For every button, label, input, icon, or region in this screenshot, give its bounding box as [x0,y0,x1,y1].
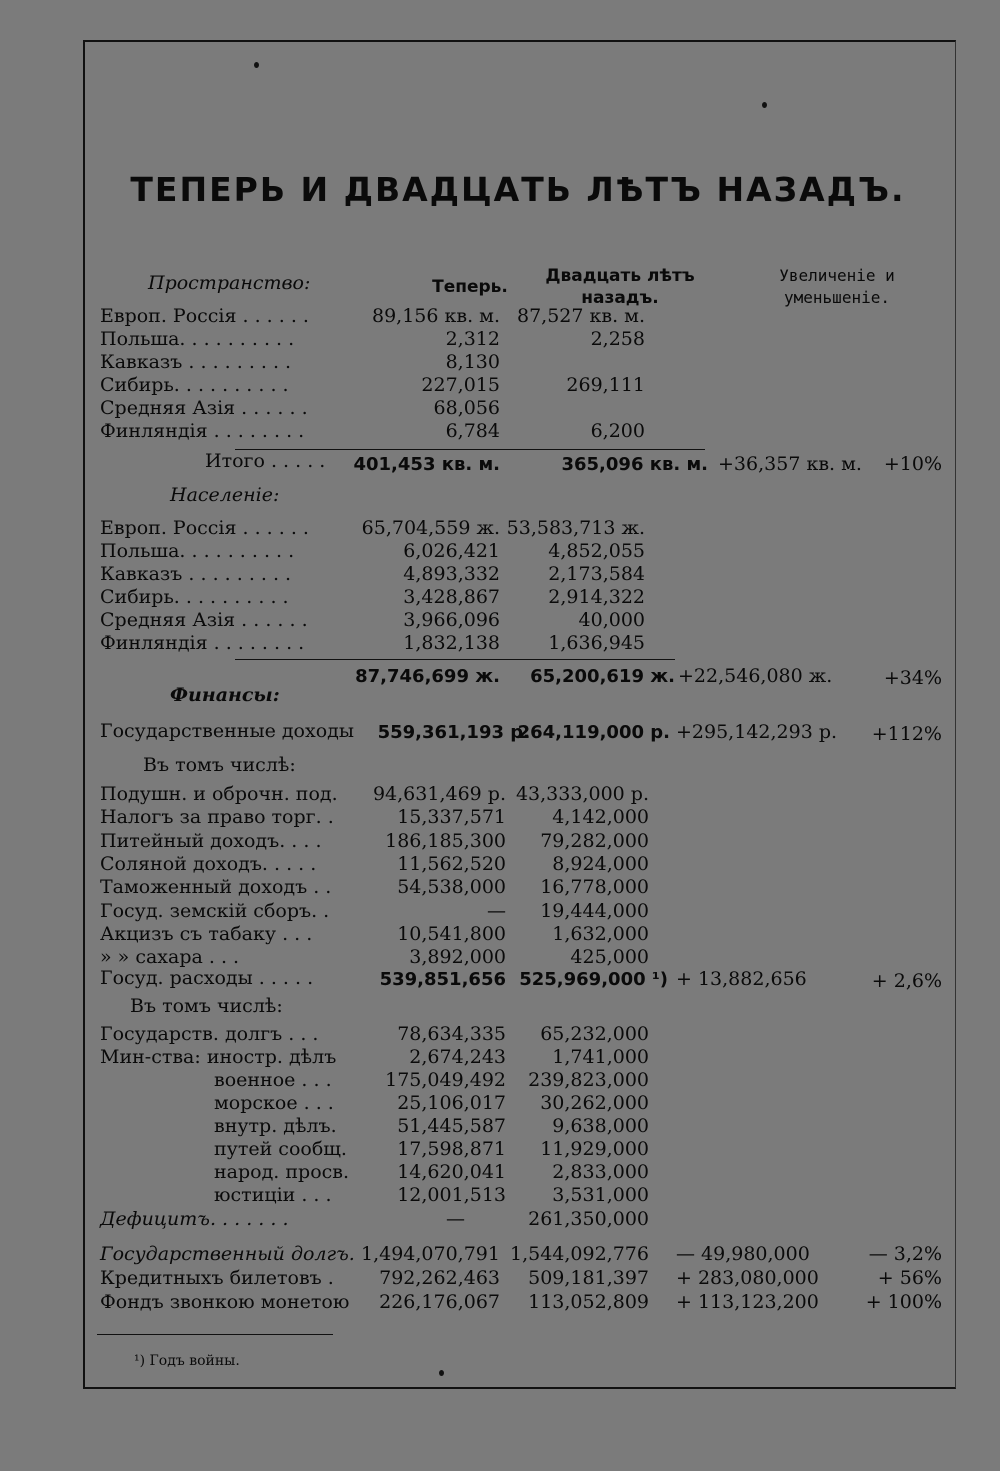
row-then: 65,232,000 [540,1023,649,1045]
debt-now: 1,494,070,791 [360,1243,500,1265]
expenses-diff: + 13,882,656 [676,968,807,990]
header-change: Увеличеніе и уменьшеніе. [779,266,895,307]
deficit-then: 261,350,000 [528,1208,649,1230]
row-label: путей сообщ. [214,1138,347,1160]
notes-pct: + 56% [877,1267,942,1289]
coin-now: 226,176,067 [379,1291,500,1313]
row-now: 15,337,571 [397,806,506,829]
row-now: 2,674,243 [409,1046,506,1068]
incl2-label: Въ томъ числѣ: [130,995,283,1017]
row-label: Сибирь. . . . . . . . . . [100,586,289,608]
row-now: 14,620,041 [397,1161,506,1183]
row-label: Госуд. земскій сборъ. . [100,899,330,922]
row-then: 4,852,055 [548,540,645,562]
expenses-then: 525,969,000 ¹) [519,969,668,990]
section-finance: Финансы: [170,684,280,706]
row-then: 3,531,000 [552,1184,649,1206]
deficit-label: Дефицитъ. . . . . . . [100,1208,289,1230]
pop-total-diff: +22,546,080 ж. [678,665,833,687]
row-now: 17,598,871 [397,1138,506,1160]
row-label: Кавказъ . . . . . . . . . [100,563,292,585]
row-label: Соляной доходъ. . . . . [100,852,317,875]
row-then: 30,262,000 [540,1092,649,1114]
row-then: 40,000 [578,609,645,631]
sum-line [235,659,675,660]
row-then: 19,444,000 [540,899,649,922]
section-territory: Пространство: [148,272,311,294]
row-then: 9,638,000 [552,1115,649,1137]
notes-label: Кредитныхъ билетовъ . [100,1267,334,1289]
row-label: народ. просв. [214,1161,350,1183]
speck [762,102,767,108]
row-label: Таможенный доходъ . . [100,876,332,899]
row-now: 51,445,587 [397,1115,506,1137]
speck [439,1370,444,1376]
pop-total-then: 65,200,619 ж. [530,666,675,687]
row-label: военное . . . [214,1069,332,1091]
row-label: Кавказъ . . . . . . . . . [100,351,292,373]
row-now: 1,832,138 [403,632,500,654]
row-then: 16,778,000 [540,876,649,899]
total-then: 365,096 кв. м. [561,454,708,475]
footnote-rule [97,1334,333,1335]
row-then: 2,833,000 [552,1161,649,1183]
expenses-now: 539,851,656 [379,969,506,990]
row-label: Польша. . . . . . . . . . [100,540,295,562]
row-now: 78,634,335 [397,1023,506,1045]
expenses-label: Госуд. расходы . . . . . [100,967,314,989]
row-then: 1,636,945 [548,632,645,654]
coin-label: Фондъ звонкою монетою [100,1291,350,1313]
row-label: Европ. Россія . . . . . . [100,305,309,327]
debt-label: Государственный долгъ. [100,1243,355,1265]
pop-total-pct: +34% [883,667,942,689]
debt-diff: — 49,980,000 [676,1243,810,1265]
notes-diff: + 283,080,000 [676,1267,819,1289]
speck [254,62,259,68]
row-label: Сибирь. . . . . . . . . . [100,374,289,396]
pop-total-now: 87,746,699 ж. [355,666,500,687]
row-then: 239,823,000 [528,1069,649,1091]
coin-pct: + 100% [865,1291,942,1313]
row-then: 2,914,322 [548,586,645,608]
row-then: 4,142,000 [552,806,649,829]
header-then: Двадцать лѣтъ назадъ. [545,266,695,308]
row-label: Налогъ за право торг. . [100,806,334,829]
expenses-pct: + 2,6% [871,970,942,992]
row-now: — [487,899,506,922]
row-now: 3,428,867 [403,586,500,608]
revenue-then: 264,119,000 р. [517,722,670,743]
row-then: 87,527 кв. м. [517,305,645,327]
coin-then: 113,052,809 [528,1291,649,1313]
incl-label: Въ томъ числѣ: [143,754,296,776]
header-now: Теперь. [432,277,508,297]
row-now: 3,966,096 [403,609,500,631]
row-now: 68,056 [433,397,500,419]
row-then: 1,741,000 [552,1046,649,1068]
row-label: внутр. дѣлъ. [214,1115,337,1137]
row-now: 6,784 [445,420,500,442]
footnote: ¹) Годъ войны. [134,1353,240,1369]
row-then: 6,200 [590,420,645,442]
row-now: 186,185,300 [385,829,506,852]
row-label: Европ. Россія . . . . . . [100,517,309,539]
row-label: Акцизъ съ табаку . . . [100,922,313,945]
row-label: морское . . . [214,1092,334,1114]
row-then: 2,258 [590,328,645,350]
row-label: Польша. . . . . . . . . . [100,328,295,350]
row-now: 89,156 кв. м. [372,305,500,327]
row-label: Финляндія . . . . . . . . [100,420,305,442]
row-then: 269,111 [566,374,645,396]
row-now: 65,704,559 ж. [361,517,500,539]
notes-then: 509,181,397 [528,1267,649,1289]
coin-diff: + 113,123,200 [676,1291,819,1313]
row-then: 43,333,000 р. [515,783,649,805]
notes-now: 792,262,463 [379,1267,500,1289]
row-label: Мин-ства: иностр. дѣлъ [100,1046,337,1068]
revenue-now: 559,361,193 р. [377,722,530,743]
row-now: 3,892,000 [409,946,506,969]
total-diff: +36,357 кв. м. [718,453,862,475]
row-now: 54,538,000 [397,876,506,899]
row-then: 425,000 [570,946,649,969]
row-label: Средняя Азія . . . . . . [100,609,308,631]
debt-pct: — 3,2% [868,1243,942,1265]
row-now: 8,130 [445,351,500,373]
total-pct: +10% [883,453,942,475]
deficit-now: — [446,1208,465,1230]
row-then: 11,929,000 [540,1138,649,1160]
row-label: Подушн. и оброчн. под. [100,783,338,805]
row-label: юстиціи . . . [214,1184,332,1206]
section-population: Населеніе: [170,484,280,506]
row-now: 2,312 [445,328,500,350]
row-now: 227,015 [421,374,500,396]
row-now: 10,541,800 [397,922,506,945]
row-then: 8,924,000 [552,852,649,875]
row-then: 2,173,584 [548,563,645,585]
row-label: Государств. долгъ . . . [100,1023,319,1045]
row-then: 53,583,713 ж. [506,517,645,539]
row-now: 25,106,017 [397,1092,506,1114]
row-now: 12,001,513 [397,1184,506,1206]
row-label: » » сахара . . . [100,946,240,969]
row-now: 4,893,332 [403,563,500,585]
row-then: 79,282,000 [540,829,649,852]
page-title: ТЕПЕРЬ И ДВАДЦАТЬ ЛѢТЪ НАЗАДЪ. [130,170,906,209]
row-label: Средняя Азія . . . . . . [100,397,308,419]
revenue-label: Государственные доходы [100,720,354,742]
row-now: 94,631,469 р. [372,783,506,805]
row-label: Финляндія . . . . . . . . [100,632,305,654]
row-then: 1,632,000 [552,922,649,945]
revenue-diff: +295,142,293 р. [676,721,838,743]
row-now: 11,562,520 [397,852,506,875]
row-label: Питейный доходъ. . . . [100,829,322,852]
revenue-pct: +112% [871,723,942,745]
row-now: 175,049,492 [385,1069,506,1091]
total-now: 401,453 кв. м. [353,454,500,475]
row-now: 6,026,421 [403,540,500,562]
debt-then: 1,544,092,776 [509,1243,649,1265]
total-label: Итого . . . . . [205,450,326,472]
